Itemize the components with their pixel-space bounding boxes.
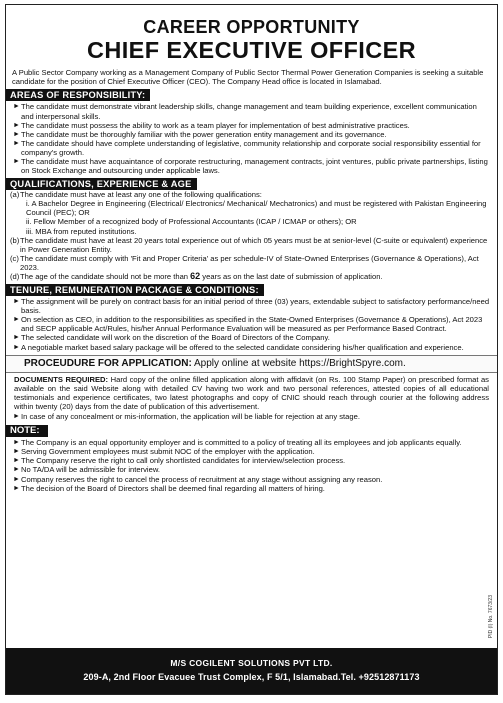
bullet-icon: ►	[13, 439, 20, 447]
documents-text: Hard copy of the online filled application along with affidavit (on Rs. 100 Stamp Paper) on prescribed format as available on the said Website along with detailed CV having two work and two personal references, attested copies of all educational testimonials and experience certificates, two latest photographs and copy of CNIC should reach through courier at the following address within twenty (20) days from the date of publication of this advertisement.	[14, 374, 489, 411]
bullet-icon: ►	[13, 413, 20, 421]
list-item: ► A negotiable market based salary package will be offered to the selected candidate considering his/her qualification and experience.	[13, 342, 464, 352]
qualification-option: ii. Fellow Member of a recognized body of Professional Accountants (ICAP / ICMAP or others); OR	[26, 217, 357, 227]
qualification-a: (a) The candidate must have at least any one of the following qualifications: i. A Bachelor Degree in Engineering (Electrical/ Electronics/ Mechanical/ Mechatronics) and must be registered with Pakistan Engineering Council (PEC); OR ii. Fellow Member of a recognized body of Professional Accountants (ICAP / ICMAP or others); OR iii. MBA from reputed institutions.	[6, 190, 497, 235]
footer-contact	[6, 648, 497, 694]
list-item: ► The decision of the Board of Directors shall be deemed final regarding all matters of hiring.	[13, 483, 325, 493]
tenure-list	[6, 297, 497, 352]
concealment-list	[6, 412, 497, 421]
application-procedure	[6, 355, 497, 373]
title-position: CHIEF EXECUTIVE OFFICER	[86, 37, 417, 63]
bullet-icon: ►	[13, 475, 20, 483]
list-item: ► The Company is an equal opportunity employer and is committed to a policy of treating all its employees and job applicants equally.	[13, 438, 462, 448]
bullet-icon: ►	[13, 298, 20, 306]
bullet-icon: ►	[13, 457, 20, 465]
list-item: ► The candidate must have acquaintance of corporate restructuring, management contracts, joint ventures, public private partnerships, listing on Stock Exchange and outsourcing under applicable laws.	[13, 156, 488, 176]
list-item: ► Serving Government employees must submit NOC of the employer with the application.	[13, 447, 315, 457]
publication-code: PID (I) No. 7673/23	[488, 595, 494, 639]
bullet-icon: ►	[13, 466, 20, 474]
tenure-heading-label: TENURE, REMUNERATION PACKAGE & CONDITIONS:	[6, 284, 264, 296]
documents-label: DOCUMENTS REQUIRED:	[14, 374, 109, 384]
list-item: ► Company reserves the right to cancel the process of recruitment at any stage without assigning any reason.	[13, 474, 383, 484]
bullet-icon: ►	[13, 343, 20, 351]
max-age: 62	[190, 271, 201, 281]
company-address: 209-A, 2nd Floor Evacuee Trust Complex, F 5/1, Islamabad.Tel. +92512871173	[83, 672, 420, 682]
list-item: ► The candidate must be thoroughly familiar with the power generation entity management and its governance.	[13, 129, 387, 139]
bullet-icon: ►	[13, 316, 20, 324]
intro-paragraph: A Public Sector Company working as a Management Company of Public Sector Thermal Power Generation Companies is seeking a suitable candidate for the position of Chief Executive Officer (CEO). The Company Head office is located in Islamabad.	[12, 68, 484, 87]
list-item: ► The selected candidate will work on the discretion of the Board of Directors of the Company.	[13, 333, 330, 343]
documents-required	[6, 373, 497, 411]
responsibilities-heading	[6, 89, 497, 101]
qualification-option: i. A Bachelor Degree in Engineering (Electrical/ Electronics/ Mechanical/ Mechatronics) and must be registered with Pakistan Engineering Council (PEC); OR	[26, 199, 487, 218]
bullet-icon: ►	[13, 139, 20, 147]
advertisement-page	[5, 4, 498, 695]
bullet-icon: ►	[13, 484, 20, 492]
bullet-icon: ►	[13, 157, 20, 165]
qualifications-heading-label: QUALIFICATIONS, EXPERIENCE & AGE	[6, 178, 197, 190]
list-item: ► The candidate should have complete understanding of legislative, community relationship and corporate social responsibility essential for company's growth.	[13, 138, 481, 157]
bullet-icon: ►	[13, 103, 20, 111]
list-item: ► In case of any concealment or mis-information, the application will be liable for rejection at any stage.	[13, 412, 360, 422]
procedure-label: PROCEUDURE FOR APPLICATION:	[24, 357, 192, 369]
qualification-d: (d) The age of the candidate should not be more than 62 years as on the last date of submission of application.	[10, 271, 383, 281]
bullet-icon: ►	[13, 334, 20, 342]
bullet-icon: ►	[13, 130, 20, 138]
responsibilities-list	[6, 102, 497, 175]
tenure-heading	[6, 284, 497, 296]
list-item: ► The Company reserve the right to call only shortlisted candidates for interview/selection process.	[13, 456, 346, 466]
note-heading-label: NOTE:	[6, 425, 48, 437]
qualification-b: (b) The candidate must have at least 20 years total experience out of which 05 years must be at senior-level (C-suite or equivalent) experience in Power Generation Entity.	[10, 235, 488, 254]
qualification-c: (c) The candidate must comply with 'Fit and Proper Criteria' as per schedule-IV of State-Owned Enterprises (Governance & Operations), Act 2023.	[10, 253, 479, 272]
list-item: ► The assignment will be purely on contract basis for an initial period of three (03) years, extendable subject to satisfactory performance/need basis.	[13, 297, 490, 316]
company-name: M/S COGILENT SOLUTIONS PVT LTD.	[170, 658, 333, 668]
qualification-option: iii. MBA from reputed institutions.	[26, 226, 137, 236]
note-list	[6, 438, 497, 493]
list-item: ► The candidate must possess the ability to work as a team player for implementation of best administrative practices.	[13, 120, 410, 130]
responsibilities-heading-label: AREAS OF RESPONSIBILITY:	[6, 89, 150, 101]
list-item: ► The candidate must demonstrate vibrant leadership skills, change management and team building experience, excellent communication and interpersonal skills.	[13, 102, 477, 121]
title-career-opportunity: CAREER OPPORTUNITY	[143, 17, 360, 37]
list-item: ► No TA/DA will be admissible for interview.	[13, 465, 160, 475]
note-heading	[6, 425, 497, 437]
bullet-icon: ►	[13, 448, 20, 456]
bullet-icon: ►	[13, 121, 20, 129]
procedure-text: Apply online at website https://BrightSpyre.com.	[194, 357, 406, 369]
list-item: ► On selection as CEO, in addition to the responsibilities as specified in the State-Owned Enterprises (Governance & Operations), Act 2023 and SECP applicable Act/Rules, his/her Annual Performance Evaluation will be measured as per Performance Based Contract.	[13, 315, 483, 334]
qualifications-heading	[6, 178, 497, 190]
